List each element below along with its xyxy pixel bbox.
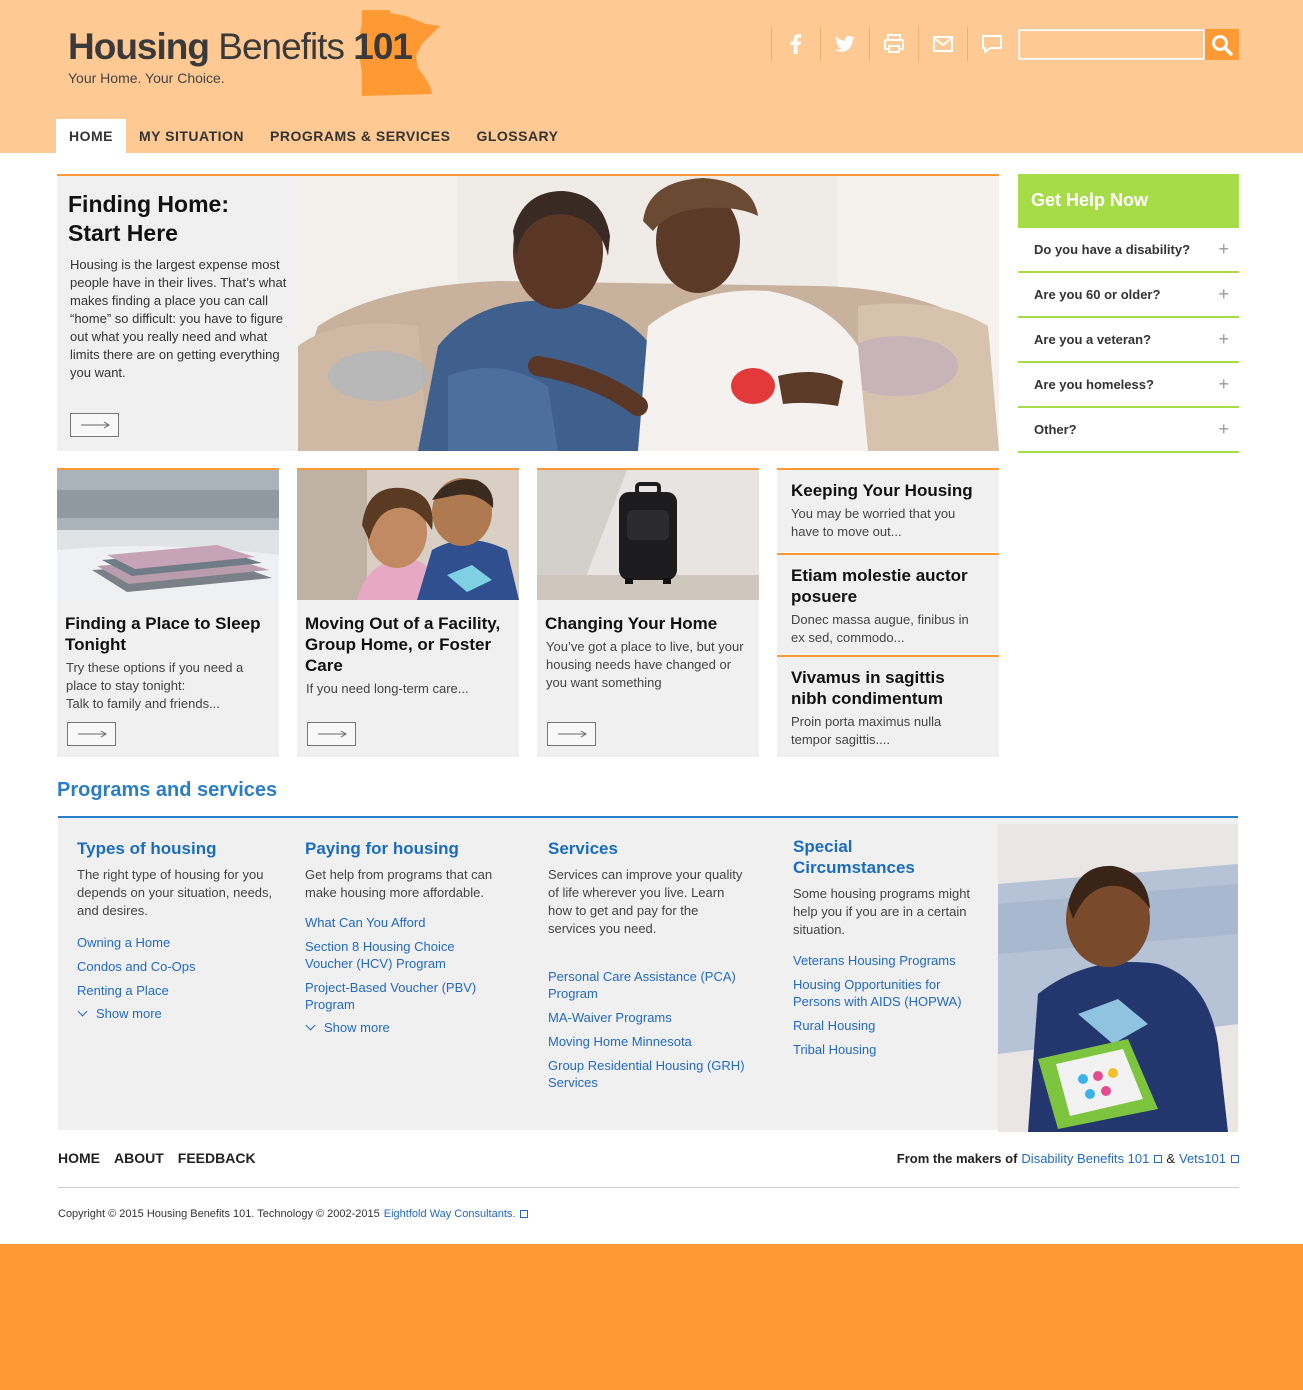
twitter-icon <box>833 32 857 56</box>
hero-arrow-button[interactable] <box>70 413 119 437</box>
help-item-label: Do you have a disability? <box>1034 242 1191 257</box>
help-item-homeless[interactable] <box>1018 363 1239 408</box>
link-moving-home-mn[interactable]: Moving Home Minnesota <box>548 1034 692 1049</box>
print-button[interactable] <box>869 27 918 61</box>
link-disability-benefits-101[interactable]: Disability Benefits 101 <box>1021 1151 1150 1166</box>
folded-blanket-illustration <box>57 470 279 600</box>
feedback-button[interactable] <box>967 27 1016 61</box>
facebook-icon <box>784 32 808 56</box>
programs-col-body: The right type of housing for you depends on your situation, needs, and desires. <box>77 867 273 918</box>
help-item-label: Are you 60 or older? <box>1034 287 1161 302</box>
card-body: You’ve got a place to live, but your housing needs have changed or you want something <box>546 639 744 690</box>
link-condos-coops[interactable]: Condos and Co-Ops <box>77 959 196 974</box>
card-moving-out[interactable] <box>297 468 519 757</box>
link-hopwa[interactable]: Housing Opportunities for Persons with AIDS (HOPWA) <box>793 977 962 1009</box>
help-item-label: Are you a veteran? <box>1034 332 1152 347</box>
get-help-heading: Get Help Now <box>1018 174 1239 228</box>
link-owning-home[interactable]: Owning a Home <box>77 935 171 950</box>
footer-link-about[interactable]: ABOUT <box>114 1150 164 1166</box>
programs-col-body: Services can improve your quality of life wherever you live. Learn how to get and pay for the services you need. <box>548 867 743 936</box>
plus-icon: + <box>1218 329 1229 349</box>
programs-photo-boy <box>998 824 1238 1132</box>
footer-makers-prefix: From the makers of <box>896 1151 1018 1166</box>
arrow-right-icon <box>557 730 587 738</box>
footer-makers <box>897 1151 1239 1166</box>
chevron-down-icon <box>78 1007 88 1017</box>
boy-with-toy-illustration <box>998 824 1238 1132</box>
logo-title <box>68 28 412 66</box>
plus-icon: + <box>1218 239 1229 259</box>
site-logo[interactable] <box>68 28 412 86</box>
programs-col-links <box>305 914 505 1035</box>
show-more-label: Show more <box>96 1006 162 1021</box>
footer-makers-amp: & <box>1166 1151 1175 1166</box>
footer-divider <box>58 1187 1239 1188</box>
plus-icon: + <box>1218 374 1229 394</box>
arrow-right-icon <box>80 421 110 429</box>
external-link-icon <box>520 1210 528 1218</box>
search-icon <box>1211 34 1233 56</box>
link-veterans-housing[interactable]: Veterans Housing Programs <box>793 953 956 968</box>
mini-card-vivamus[interactable] <box>777 655 999 757</box>
main-nav <box>56 119 571 153</box>
logo-title-bold: Housing <box>68 26 209 67</box>
logo-title-light: Benefits <box>208 26 354 67</box>
footer-nav <box>58 1150 256 1166</box>
link-vets101[interactable]: Vets101 <box>1179 1151 1226 1166</box>
link-rural-housing[interactable]: Rural Housing <box>793 1018 876 1033</box>
facebook-button[interactable] <box>771 27 820 61</box>
link-grh[interactable]: Group Residential Housing (GRH) Services <box>548 1058 745 1090</box>
show-more-button[interactable] <box>77 1006 277 1021</box>
link-renting-place[interactable]: Renting a Place <box>77 983 169 998</box>
logo-tagline: Your Home. Your Choice. <box>68 70 225 86</box>
link-what-can-you-afford[interactable]: What Can You Afford <box>305 915 426 930</box>
search-button[interactable] <box>1205 29 1239 60</box>
help-item-label: Other? <box>1034 422 1077 437</box>
footer-band <box>0 1244 1303 1390</box>
card-title: Changing Your Home <box>545 614 718 633</box>
hero-text <box>68 190 288 382</box>
children-illustration <box>297 470 519 600</box>
programs-col-services <box>548 838 748 1098</box>
nav-programs-services[interactable]: PROGRAMS & SERVICES <box>270 128 451 144</box>
arrow-right-icon <box>317 730 347 738</box>
logo-title-num: 101 <box>353 26 412 67</box>
site-header <box>0 0 1303 153</box>
email-icon <box>931 32 955 56</box>
programs-col-title[interactable]: Services <box>548 839 618 858</box>
programs-col-links <box>548 968 748 1091</box>
hero-title-line2: Start Here <box>68 220 178 246</box>
card-title: Moving Out of a Facility, Group Home, or Foster Care <box>305 614 501 675</box>
help-item-60-or-older[interactable] <box>1018 273 1239 318</box>
mini-card-body: You may be worried that you have to move out... <box>791 506 956 539</box>
mini-card-title: Etiam molestie auctor posuere <box>791 566 968 606</box>
link-section-8[interactable]: Section 8 Housing Choice Voucher (HCV) Program <box>305 939 455 971</box>
help-item-disability[interactable] <box>1018 228 1239 273</box>
programs-col-title[interactable]: Types of housing <box>77 839 217 858</box>
card-body-line1: Try these options if you need a place to stay tonight: <box>66 660 244 693</box>
show-more-button[interactable] <box>305 1020 505 1035</box>
card-arrow-button[interactable] <box>547 722 596 746</box>
help-item-other[interactable] <box>1018 408 1239 453</box>
nav-home[interactable]: HOME <box>56 119 126 153</box>
show-more-label: Show more <box>324 1020 390 1035</box>
help-item-veteran[interactable] <box>1018 318 1239 363</box>
programs-col-title[interactable]: Special Circumstances <box>793 837 915 877</box>
share-toolbar <box>771 27 1016 61</box>
nav-glossary[interactable]: GLOSSARY <box>476 128 559 144</box>
hero-title-line1: Finding Home: <box>68 191 229 217</box>
link-pca[interactable]: Personal Care Assistance (PCA) Program <box>548 969 736 1001</box>
email-button[interactable] <box>918 27 967 61</box>
hero-title <box>68 190 288 248</box>
external-link-icon <box>1231 1155 1239 1163</box>
programs-col-types <box>77 838 277 1021</box>
mini-card-etiam[interactable] <box>777 553 999 654</box>
programs-heading: Programs and services <box>57 779 278 801</box>
mini-card-title: Keeping Your Housing <box>791 481 973 500</box>
hero-feature <box>57 174 999 451</box>
hero-photo-couple <box>298 176 999 451</box>
hero-body: Housing is the largest expense most people have in their lives. That’s what makes finding a place you can call “home” so difficult: you have to figure out what you really need and what limits there are on getting everything you want. <box>70 257 287 380</box>
card-changing-home[interactable] <box>537 468 759 757</box>
card-photo-kids <box>297 470 519 600</box>
copyright-text: Copyright © 2015 Housing Benefits 101. Technology © 2002-2015 <box>58 1208 380 1220</box>
get-help-panel <box>1018 174 1239 453</box>
chevron-down-icon <box>306 1021 316 1031</box>
card-body <box>66 659 271 713</box>
card-body: If you need long-term care... <box>306 681 469 696</box>
copyright <box>58 1208 528 1220</box>
mini-card-body: Proin porta maximus nulla tempor sagittis.... <box>791 714 942 747</box>
link-pbv[interactable]: Project-Based Voucher (PBV) Program <box>305 980 477 1012</box>
couple-illustration <box>298 176 999 451</box>
programs-col-body: Get help from programs that can make housing more affordable. <box>305 867 493 900</box>
mini-card-body: Donec massa augue, finibus in ex sed, commodo... <box>791 612 969 645</box>
programs-col-links <box>77 934 277 1021</box>
card-photo-suitcase <box>537 470 759 600</box>
card-arrow-button[interactable] <box>307 722 356 746</box>
external-link-icon <box>1154 1155 1162 1163</box>
search-input[interactable] <box>1018 29 1205 60</box>
mini-card-title: Vivamus in sagittis nibh condimentum <box>791 668 945 708</box>
footer-link-feedback[interactable]: FEEDBACK <box>177 1150 256 1166</box>
plus-icon: + <box>1218 284 1229 304</box>
card-body-line2: Talk to family and friends... <box>66 696 220 711</box>
link-tribal-housing[interactable]: Tribal Housing <box>793 1042 877 1057</box>
programs-col-special <box>793 836 973 1065</box>
programs-col-links <box>793 952 973 1058</box>
programs-col-title[interactable]: Paying for housing <box>305 839 459 858</box>
programs-col-paying <box>305 838 505 1035</box>
programs-col-body: Some housing programs might help you if you are in a certain situation. <box>793 886 971 937</box>
nav-my-situation[interactable]: MY SITUATION <box>139 128 245 144</box>
footer-link-home[interactable]: HOME <box>58 1150 100 1166</box>
print-icon <box>882 32 906 56</box>
help-item-label: Are you homeless? <box>1034 377 1154 392</box>
card-arrow-button[interactable] <box>67 722 116 746</box>
mini-card-keeping-housing[interactable] <box>777 468 999 552</box>
speech-bubble-icon <box>980 32 1004 56</box>
plus-icon: + <box>1218 419 1229 439</box>
link-ma-waiver[interactable]: MA-Waiver Programs <box>548 1010 672 1025</box>
card-title: Finding a Place to Sleep Tonight <box>65 614 261 654</box>
card-sleep-tonight[interactable] <box>57 468 279 757</box>
twitter-button[interactable] <box>820 27 869 61</box>
card-photo-blanket <box>57 470 279 600</box>
suitcase-illustration <box>537 470 759 600</box>
link-eightfold-way[interactable]: Eightfold Way Consultants. <box>383 1208 516 1220</box>
arrow-right-icon <box>77 730 107 738</box>
programs-panel <box>58 816 1238 1130</box>
